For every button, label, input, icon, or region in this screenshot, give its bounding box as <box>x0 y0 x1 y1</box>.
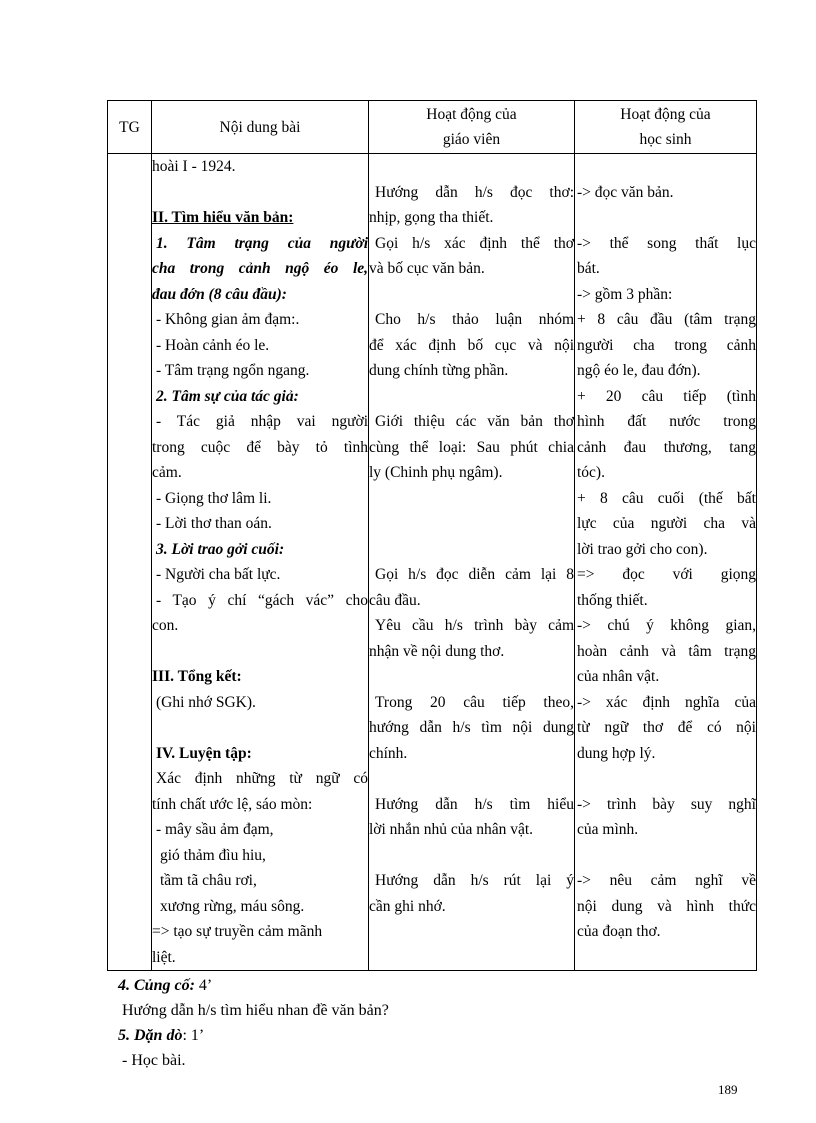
text-line <box>369 486 574 512</box>
text-line: lực của người cha và <box>577 515 756 532</box>
text-line: Hướng dẫn h/s tìm hiểu <box>375 795 574 813</box>
text-line: -> trình bày suy nghĩ <box>577 795 756 813</box>
text-line <box>369 511 574 537</box>
text-line: cần ghi nhớ. <box>369 897 446 915</box>
text-line: ngộ éo le, đau đớn). <box>577 362 701 379</box>
table-body-row <box>108 154 757 971</box>
text-line <box>369 282 574 308</box>
consolidate-text: Hướng dẫn h/s tìm hiểu nhan đề văn bản? <box>122 1002 389 1019</box>
text-line: cảm. <box>152 464 182 481</box>
text-line <box>152 715 368 741</box>
header-tg: TG <box>108 101 152 154</box>
text-line: liệt. <box>152 948 176 966</box>
text-line: + 8 câu cuối (thế bất <box>577 489 756 507</box>
text-line: Giới thiệu các văn bản thơ <box>375 413 574 430</box>
text-line: xương rừng, máu sông. <box>160 897 305 915</box>
text-line: + 8 câu đầu (tâm trạng <box>577 311 756 328</box>
text-line: con. <box>152 617 179 634</box>
text-line: lời trao gởi cho con). <box>577 540 708 558</box>
page-number: 189 <box>718 1082 738 1097</box>
text-line: hoài I - 1924. <box>152 158 236 175</box>
text-line: để xác định bố cục và nội <box>369 336 574 354</box>
tg-cell <box>108 154 152 971</box>
text-line: IV. Luyện tập: <box>156 744 252 762</box>
header-teacher: Hoạt động của giáo viên <box>369 101 575 154</box>
text-line: Trong 20 câu tiếp theo, <box>375 693 574 711</box>
text-line: trong cuộc để bày tỏ tình <box>152 438 368 456</box>
text-line: hoàn cảnh và tâm trạng <box>577 642 756 660</box>
text-line: lời nhắn nhủ của nhân vật. <box>369 821 534 838</box>
text-line: - Tạo ý chí “gách vác” cho <box>156 591 368 609</box>
text-line: -> thể song thất lục <box>577 234 756 252</box>
text-line: tầm tã châu rơi, <box>160 872 257 889</box>
text-line: => tạo sự truyền cảm mãnh <box>152 923 323 940</box>
text-line: - mây sầu ảm đạm, <box>156 821 274 838</box>
text-line: nội dung và hình thức <box>577 897 756 915</box>
text-line <box>575 205 756 231</box>
text-line: và bố cục văn bản. <box>369 260 485 277</box>
homework-line <box>118 1023 204 1048</box>
text-line: + 20 câu tiếp (tình <box>577 387 756 405</box>
text-line: đau đớn (8 câu đầu): <box>152 285 287 303</box>
text-line: Cho h/s thảo luận nhóm <box>375 311 574 328</box>
text-line <box>575 766 756 792</box>
text-line: Gọi h/s xác định thể thơ <box>375 234 574 252</box>
text-line: chính. <box>369 744 408 762</box>
homework-text: - Học bài. <box>122 1052 186 1069</box>
text-line: cha trong cảnh ngộ éo le, <box>152 260 368 277</box>
text-line: Yêu cầu h/s trình bày cảm <box>375 617 574 634</box>
text-line: thống thiết. <box>577 591 648 609</box>
student-activity-cell <box>575 154 757 971</box>
text-line: - Không gian ảm đạm:. <box>156 311 300 328</box>
text-line: -> gồm 3 phần: <box>577 285 673 303</box>
text-line: - Tâm trạng ngổn ngang. <box>156 362 310 379</box>
text-line: tóc). <box>577 464 605 481</box>
text-line: -> đọc văn bản. <box>577 183 674 201</box>
consolidate-label: 4. Củng cố: <box>118 977 195 994</box>
text-line: cùng thể loại: Sau phút chia <box>369 438 574 456</box>
text-line: hướng dẫn h/s tìm nội dung <box>369 719 574 736</box>
text-line: 2. Tâm sự của tác giả: <box>156 387 299 405</box>
text-line: người cha trong cảnh <box>577 336 756 354</box>
text-line <box>369 843 574 869</box>
text-line: - Hoàn cảnh éo le. <box>156 336 270 354</box>
homework-time: : 1’ <box>182 1027 205 1044</box>
text-line: dung hợp lý. <box>577 744 656 762</box>
text-line: - Tác giả nhập vai người <box>156 413 368 430</box>
text-line: nhận về nội dung thơ. <box>369 642 505 660</box>
text-line: 1. Tâm trạng của người <box>156 234 368 252</box>
text-line: của đoạn thơ. <box>577 923 661 940</box>
text-line: III. Tổng kết: <box>152 668 242 685</box>
text-line: bát. <box>577 260 600 277</box>
consolidate-time: 4’ <box>194 977 213 994</box>
text-line: - Người cha bất lực. <box>156 566 281 583</box>
content-cell <box>152 154 369 971</box>
text-line <box>369 154 574 180</box>
text-line <box>575 843 756 869</box>
text-line <box>369 766 574 792</box>
text-line <box>369 537 574 563</box>
text-line: -> chú ý không gian, <box>577 617 756 634</box>
text-line: => đọc với giọng <box>577 566 756 583</box>
text-line <box>152 639 368 665</box>
text-line: tính chất ước lệ, sáo mòn: <box>152 795 313 813</box>
text-line: nhịp, gọng tha thiết. <box>369 209 494 226</box>
teacher-activity-cell <box>369 154 575 971</box>
text-line: Gọi h/s đọc diễn cảm lại 8 <box>375 566 574 583</box>
text-line: Hướng dẫn h/s rút lại ý <box>375 872 574 889</box>
text-line: cảnh đau thương, tang <box>577 438 756 456</box>
text-line: - Lời thơ than oán. <box>156 515 272 532</box>
text-line: câu đầu. <box>369 591 421 609</box>
header-student: Hoạt động của học sinh <box>575 101 757 154</box>
header-content: Nội dung bài <box>152 101 369 154</box>
consolidate-line <box>118 973 212 998</box>
text-line: (Ghi nhớ SGK). <box>156 693 256 711</box>
text-line: dung chính từng phần. <box>369 362 509 379</box>
homework-label: 5. Dặn dò <box>118 1027 183 1044</box>
text-line <box>152 180 368 206</box>
text-line: Hướng dẫn h/s đọc thơ: <box>375 183 574 201</box>
text-line <box>369 664 574 690</box>
text-line: của nhân vật. <box>577 668 660 685</box>
text-line: 3. Lời trao gởi cuối: <box>156 540 285 558</box>
table-header-row <box>108 101 757 154</box>
text-line: của mình. <box>577 821 639 838</box>
text-line: II. Tìm hiểu văn bản: <box>152 209 294 226</box>
text-line: Xác định những từ ngữ có <box>156 770 368 787</box>
text-line: từ ngữ thơ để có nội <box>577 719 756 736</box>
text-line: -> xác định nghĩa của <box>577 693 756 711</box>
text-line: -> nêu cảm nghĩ về <box>577 872 756 889</box>
text-line <box>575 154 756 180</box>
text-line <box>369 384 574 410</box>
text-line: gió thảm đìu hiu, <box>160 846 266 864</box>
text-line: hình đất nước trong <box>577 413 756 430</box>
text-line: - Giọng thơ lâm li. <box>156 489 272 507</box>
lesson-plan-table <box>107 100 757 971</box>
text-line: ly (Chinh phụ ngâm). <box>369 464 503 481</box>
